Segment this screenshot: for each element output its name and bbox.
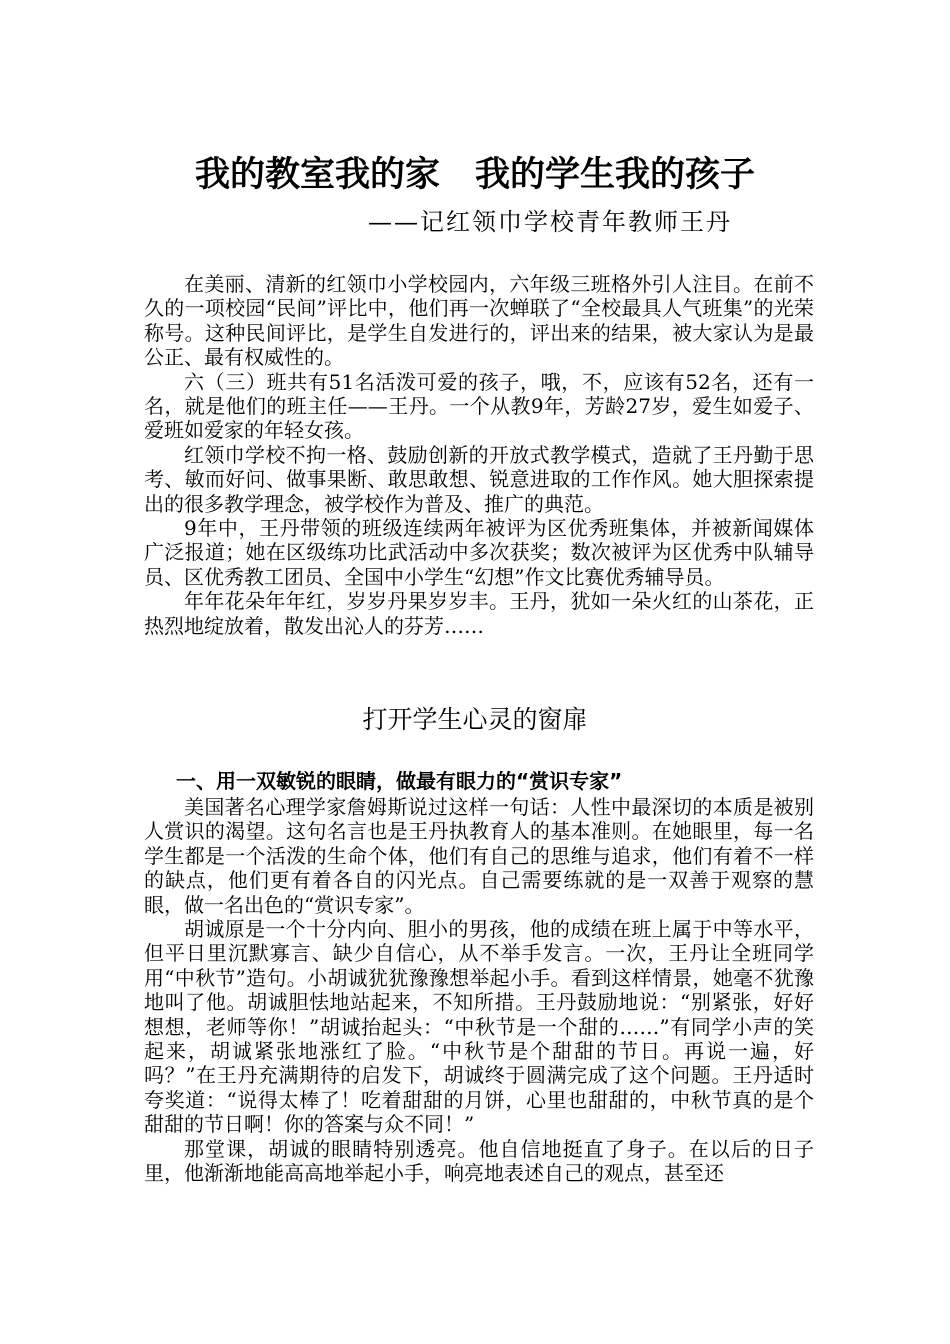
intro-paragraph: 六（三）班共有51名活泼可爱的孩子，哦，不，应该有52名，还有一名，就是他们的班主任——王丹。一个从教9年，芳龄27岁，爱生如爱子、爱班如爱家的年轻女孩。 bbox=[144, 369, 814, 443]
section-title: 打开学生心灵的窗扉 bbox=[362, 705, 588, 734]
section-paragraph: 美国著名心理学家詹姆斯说过这样一句话：人性中最深切的本质是被别人赏识的渴望。这句名言也是王丹执教育人的基本准则。在她眼里，每一名学生都是一个活泼的生命个体，他们有自己的思维与追求，他们有着不一样的缺点，他们更有着各自的闪光点。自己需要练就的是一双善于观察的慧眼，做一名出色的“赏识专家”。 bbox=[144, 795, 814, 917]
section-paragraph: 那堂课，胡诚的眼睛特别透亮。他自信地挺直了身子。在以后的日子里，他渐渐地能高高地举起小手，响亮地表述自己的观点，甚至还 bbox=[144, 1136, 814, 1186]
intro-section bbox=[144, 272, 814, 638]
document-subtitle: ——记红领巾学校青年教师王丹 bbox=[368, 208, 732, 236]
intro-paragraph: 年年花朵年年红，岁岁丹果岁岁丰。王丹，犹如一朵火红的山茶花，正热烈地绽放着，散发出沁人的芬芳…… bbox=[144, 589, 814, 638]
intro-paragraph: 在美丽、清新的红领巾小学校园内，六年级三班格外引人注目。在前不久的一项校园“民间”评比中，他们再一次蝉联了“全校最具人气班集”的光荣称号。这种民间评比，是学生自发进行的，评出来的结果，被大家认为是最公正、最有权威性的。 bbox=[144, 272, 814, 370]
intro-paragraph: 9年中，王丹带领的班级连续两年被评为区优秀班集体，并被新闻媒体广泛报道；她在区级练功比武活动中多次获奖；数次被评为区优秀中队辅导员、区优秀教工团员、全国中小学生“幻想”作文比赛优秀辅导员。 bbox=[144, 516, 814, 589]
subsection-heading: 一、用一双敏锐的眼睛，做最有眼力的“赏识专家” bbox=[176, 769, 623, 793]
section-body bbox=[144, 795, 814, 1186]
section-paragraph: 胡诚原是一个十分内向、胆小的男孩，他的成绩在班上属于中等水平，但平日里沉默寡言、缺少自信心，从不举手发言。一次，王丹让全班同学用“中秋节”造句。小胡诚犹犹豫豫想举起小手。看到这样情景，她毫不犹豫地叫了他。胡诚胆怯地站起来，不知所措。王丹鼓励地说：“别紧张，好好想想，老师等你！”胡诚抬起头：“中秋节是一个甜的……”有同学小声的笑起来，胡诚紧张地涨红了脸。“中秋节是个甜甜的节日。再说一遍，好吗？”在王丹充满期待的启发下，胡诚终于圆满完成了这个问题。王丹适时夸奖道：“说得太棒了！吃着甜甜的月饼，心里也甜甜的，中秋节真的是个甜甜的节日啊！你的答案与众不同！” bbox=[144, 917, 814, 1137]
intro-paragraph: 红领巾学校不拘一格、鼓励创新的开放式教学模式，造就了王丹勤于思考、敏而好问、做事果断、敢思敢想、锐意进取的工作作风。她大胆探索提出的很多教学理念，被学校作为普及、推广的典范。 bbox=[144, 442, 814, 516]
document-title: 我的教室我的家 我的学生我的孩子 bbox=[194, 155, 755, 195]
